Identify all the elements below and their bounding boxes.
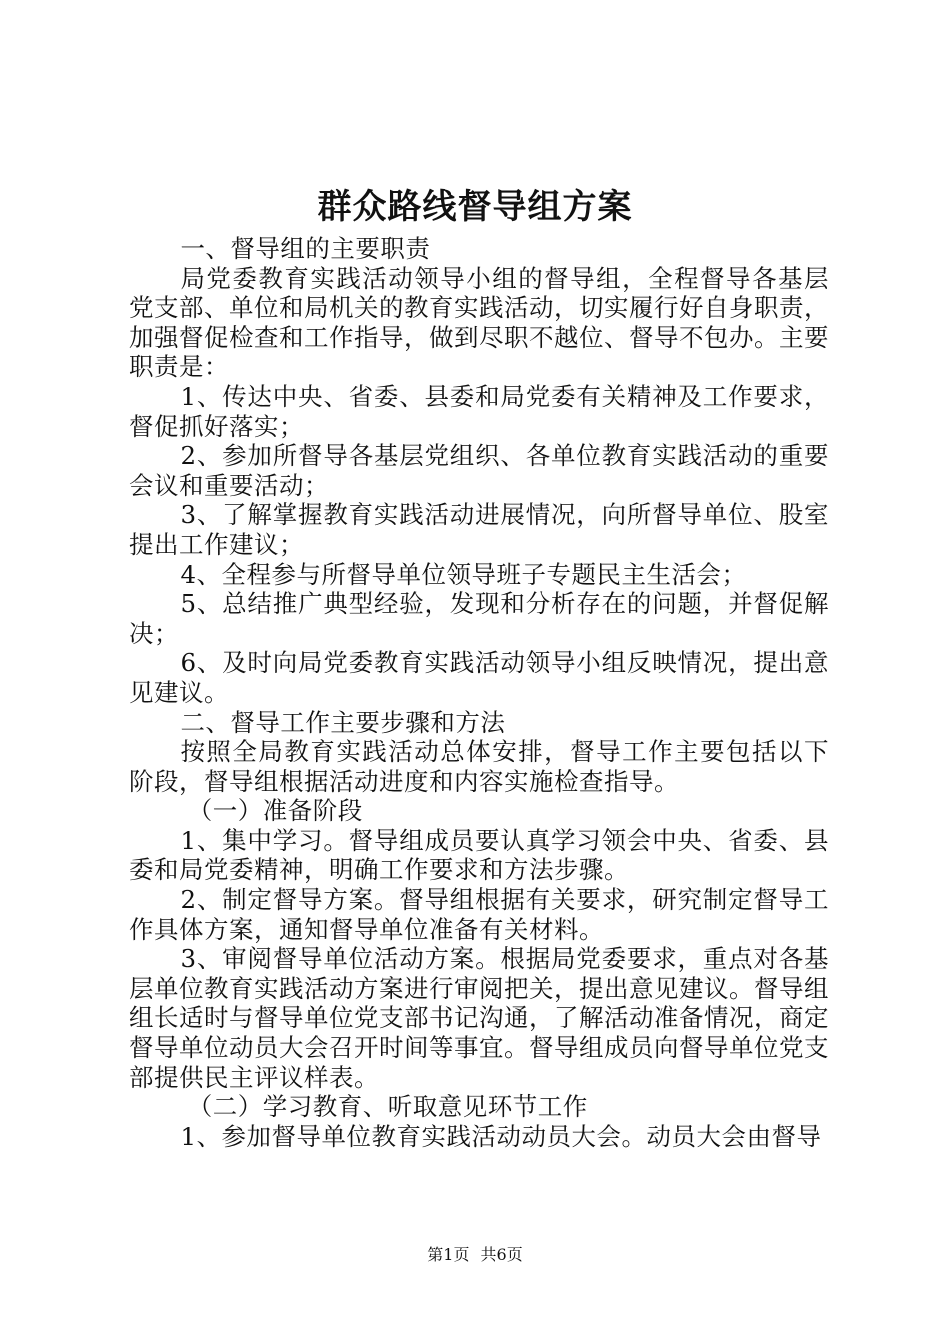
subsection-heading: （二）学习教育、听取意见环节工作 bbox=[187, 1092, 588, 1122]
list-item: 6、及时向局党委教育实践活动领导小组反映情况，提出意见建议。 bbox=[129, 648, 829, 707]
section-heading-1: 一、督导组的主要职责 bbox=[180, 234, 431, 263]
page-footer bbox=[0, 1243, 950, 1267]
list-item: 3、审阅督导单位活动方案。根据局党委要求，重点对各基层单位教育实践活动方案进行审阅把关，提出意见建议。督导组组长适时与督导单位党支部书记沟通，了解活动准备情况，商定督导单位动员大会召开时间等事宜。督导组成员向督导单位党支部提供民主评议样表。 bbox=[129, 944, 829, 1092]
paragraph: 局党委教育实践活动领导小组的督导组，全程督导各基层党支部、单位和局机关的教育实践活动，切实履行好自身职责，加强督促检查和工作指导，做到尽职不越位、督导不包办。主要职责是： bbox=[129, 263, 829, 382]
page-number: 第1页 bbox=[427, 1245, 470, 1264]
list-item: 2、参加所督导各基层党组织、各单位教育实践活动的重要会议和重要活动； bbox=[129, 441, 829, 500]
list-item: 4、全程参与所督导单位领导班子专题民主生活会； bbox=[180, 559, 747, 589]
list-item: 1、传达中央、省委、县委和局党委有关精神及工作要求，督促抓好落实； bbox=[129, 381, 829, 441]
section-heading-2: 二、督导工作主要步骤和方法 bbox=[180, 707, 506, 737]
list-item: 1、参加督导单位教育实践活动动员大会。动员大会由督导 bbox=[180, 1121, 822, 1151]
document-title: 群众路线督导组方案 bbox=[317, 187, 633, 227]
document-body bbox=[129, 234, 829, 1151]
paragraph: 按照全局教育实践活动总体安排，督导工作主要包括以下阶段，督导组根据活动进度和内容实施检查指导。 bbox=[129, 737, 829, 796]
subsection-heading: （一）准备阶段 bbox=[187, 796, 363, 826]
list-item: 1、集中学习。督导组成员要认真学习领会中央、省委、县委和局党委精神，明确工作要求和方法步骤。 bbox=[129, 825, 829, 885]
list-item: 5、总结推广典型经验，发现和分析存在的问题，并督促解决； bbox=[129, 589, 829, 648]
list-item: 3、了解掌握教育实践活动进展情况，向所督导单位、股室提出工作建议； bbox=[129, 500, 829, 559]
list-item: 2、制定督导方案。督导组根据有关要求，研究制定督导工作具体方案，通知督导单位准备有关材料。 bbox=[129, 885, 829, 944]
page-total: 共6页 bbox=[480, 1245, 523, 1264]
